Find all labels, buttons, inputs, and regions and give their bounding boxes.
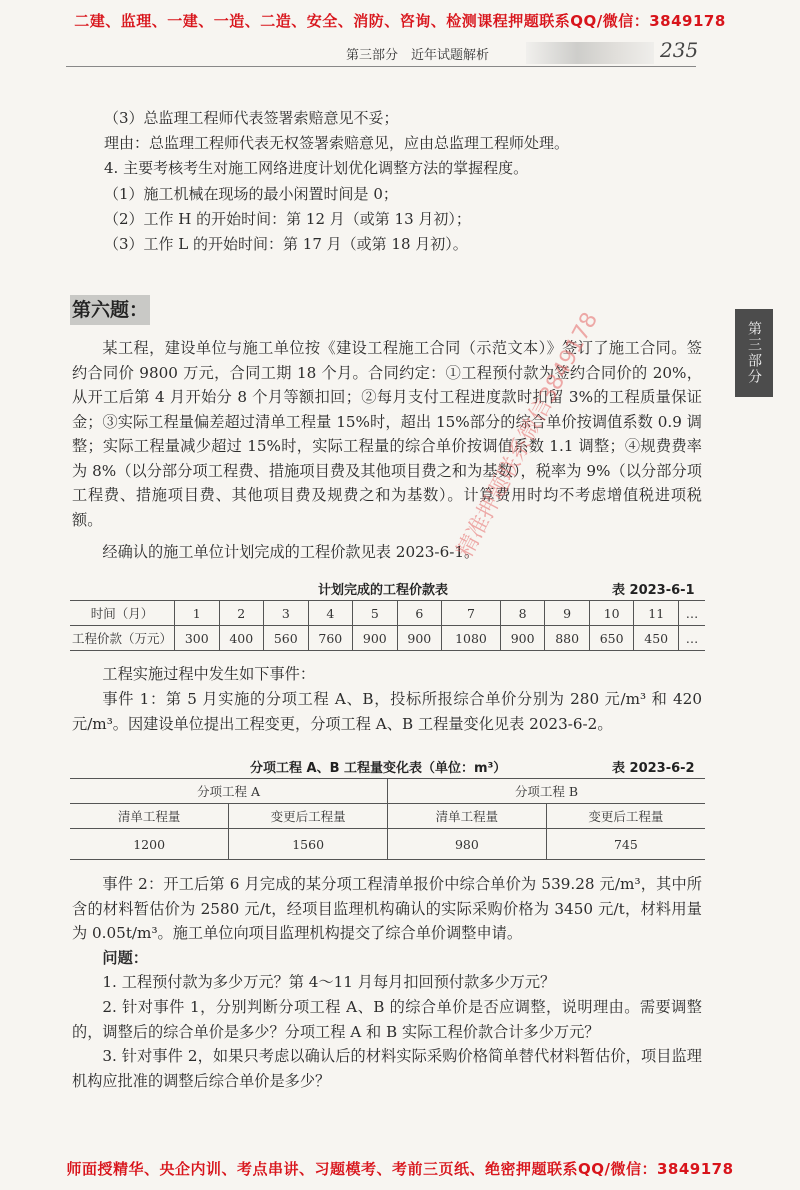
table-cell: 745 <box>546 829 705 860</box>
questions-label: 问题： <box>102 949 148 967</box>
table-cell: … <box>679 626 706 651</box>
section-side-tab: 第三部分 <box>735 309 773 397</box>
table-row <box>70 804 705 829</box>
table-cell: 9 <box>545 601 590 626</box>
table-header-cell: 清单工程量 <box>388 804 547 829</box>
event1-text: 事件 1：第 5 月实施的分项工程 A、B，投标所报综合单价分别为 280 元/m³ 和 420 元/m³。因建设单位提出工程变更，分项工程 A、B 工程量变化见表 2023-6-2。 <box>72 690 702 733</box>
page-number: 235 <box>660 38 699 62</box>
header-decoration <box>526 42 654 64</box>
table-cell: 4 <box>308 601 353 626</box>
header-rule <box>66 66 696 67</box>
table-row <box>70 779 705 804</box>
table-cell: 1560 <box>229 829 388 860</box>
section-title: 第三部分 近年试题解析 <box>346 48 490 63</box>
table-cell: 900 <box>397 626 442 651</box>
intro-paragraph: 某工程，建设单位与施工单位按《建设工程施工合同（示范文本）》签订了施工合同。签约合同价 9800 万元，合同工期 18 个月。合同约定：①工程预付款为签约合同价的 20%，从开工后第 4 月开始分 8 个月等额扣回；②每月支付工程进度款时扣留 3%的工程质量保证金；③实际工程量偏差超过清单工程量 15%时，超出 15%部分的综合单价按调值系数 0.9 调整；实际工程量减少超过 15%时，实际工程量的综合单价按调值系数 1.1 调整；④规费费率为 8%（以分部分项工程费、措施项目费及其他项目费之和为基数），税率为 9%（以分部分项工程费、措施项目费、其他项目费及规费之和为基数）。计算费用时均不考虑增值税进项税额。 <box>72 339 702 529</box>
table-header-cell: 时间（月） <box>70 601 175 626</box>
table-cell: 1080 <box>442 626 501 651</box>
table-cell: 2 <box>219 601 264 626</box>
table-cell: 900 <box>353 626 398 651</box>
table-header-cell: 清单工程量 <box>70 804 229 829</box>
table-row <box>70 626 705 651</box>
page-header <box>0 38 800 68</box>
event2-text: 事件 2：开工后第 6 月完成的某分项工程清单报价中综合单价为 539.28 元/m³，其中所含的材料暂估价为 2580 元/t，经项目监理机构确认的实际采购价格为 3450 元/t，材料用量为 0.05t/m³。施工单位向项目监理机构提交了综合单价调整申请。 <box>72 875 702 942</box>
table-cell: … <box>679 601 706 626</box>
table-cell: 400 <box>219 626 264 651</box>
answer-line: （1）施工机械在现场的最小闲置时间是 0； <box>104 185 398 203</box>
table-cell: 560 <box>264 626 309 651</box>
table1-intro: 经确认的施工单位计划完成的工程价款见表 2023-6-1。 <box>102 543 480 561</box>
table2-title: 分项工程 A、B 工程量变化表（单位：m³） <box>250 761 507 776</box>
table-cell: 11 <box>634 601 679 626</box>
table-cell: 7 <box>442 601 501 626</box>
table-cell: 6 <box>397 601 442 626</box>
table-row <box>70 601 705 626</box>
answer-line: （3）工作 L 的开始时间：第 17 月（或第 18 月初）。 <box>104 235 468 253</box>
bottom-ad-banner: 师面授精华、央企内训、考点串讲、习题模考、考前三页纸、绝密押题联系QQ/微信：3849178 <box>66 1160 734 1178</box>
table2-number: 表 2023-6-2 <box>612 761 695 776</box>
events-intro: 工程实施过程中发生如下事件： <box>102 665 316 683</box>
table-cell: 8 <box>500 601 545 626</box>
planned-price-table <box>70 600 705 651</box>
table-header-cell: 分项工程 B <box>388 779 706 804</box>
watermark: 精准押题联系微信3849178 <box>452 308 604 563</box>
table-cell: 980 <box>388 829 547 860</box>
top-ad-banner: 二建、监理、一建、一造、二造、安全、消防、咨询、检测课程押题联系QQ/微信：3849178 <box>74 12 726 30</box>
table-cell: 300 <box>175 626 220 651</box>
table-cell: 10 <box>589 601 634 626</box>
table-cell: 760 <box>308 626 353 651</box>
table-header-cell: 变更后工程量 <box>229 804 388 829</box>
answer-line: （2）工作 H 的开始时间：第 12 月（或第 13 月初）； <box>104 210 471 228</box>
question-item: 2. 针对事件 1，分别判断分项工程 A、B 的综合单价是否应调整，说明理由。需要调整的，调整后的综合单价是多少？分项工程 A 和 B 实际工程价款合计多少万元？ <box>72 998 702 1041</box>
question-title: 第六题： <box>70 295 150 325</box>
question-item: 1. 工程预付款为多少万元？第 4～11 月每月扣回预付款多少万元？ <box>102 973 556 991</box>
table-cell: 1 <box>175 601 220 626</box>
table1-number: 表 2023-6-1 <box>612 583 695 598</box>
table-header-cell: 工程价款（万元） <box>70 626 175 651</box>
table-cell: 5 <box>353 601 398 626</box>
table-cell: 3 <box>264 601 309 626</box>
table-cell: 1200 <box>70 829 229 860</box>
answer-line: 4. 主要考核考生对施工网络进度计划优化调整方法的掌握程度。 <box>104 159 529 177</box>
table-cell: 880 <box>545 626 590 651</box>
question-item: 3. 针对事件 2，如果只考虑以确认后的材料实际采购价格简单替代材料暂估价，项目监理机构应批准的调整后综合单价是多少？ <box>72 1047 702 1090</box>
table-header-cell: 分项工程 A <box>70 779 388 804</box>
answer-line: 理由：总监理工程师代表无权签署索赔意见，应由总监理工程师处理。 <box>104 134 570 152</box>
answer-line: （3）总监理工程师代表签署索赔意见不妥； <box>104 109 399 127</box>
table-cell: 900 <box>500 626 545 651</box>
table-cell: 650 <box>589 626 634 651</box>
table-cell: 450 <box>634 626 679 651</box>
quantity-change-table <box>70 778 705 860</box>
table-row <box>70 829 705 860</box>
table1-title: 计划完成的工程价款表 <box>318 583 449 598</box>
table-header-cell: 变更后工程量 <box>546 804 705 829</box>
